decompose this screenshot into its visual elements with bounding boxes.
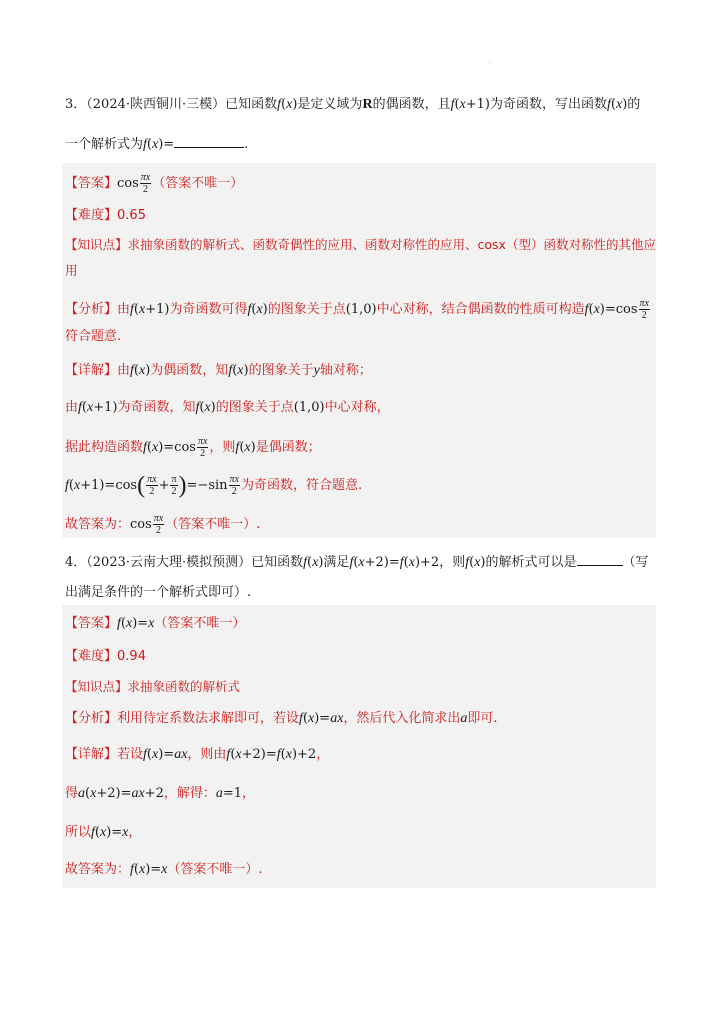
q4-final: 故答案为：f(x)=x（答案不唯一）.	[65, 862, 263, 877]
q3-analysis-cont: 符合题意.	[65, 329, 122, 344]
speck	[489, 62, 490, 63]
q4-difficulty: 【难度】0.94	[65, 649, 146, 664]
q4-answer-blank	[577, 553, 623, 566]
q3-number: 3．	[65, 97, 87, 112]
q3-answer: 【答案】cos $\frac{\pi x}{2}$ （答案不唯一）	[65, 172, 244, 195]
q3-answer-blank	[174, 135, 244, 148]
q4-detail-3: 所以f(x)=x，	[65, 825, 142, 840]
q4-knowledge: 【知识点】求抽象函数的解析式	[65, 679, 241, 694]
q3-knowledge-cont: 用	[65, 263, 78, 278]
q3-knowledge: 【知识点】求抽象函数的解析式、函数奇偶性的应用、函数对称性的应用、cosx（型）函数对称性的其他应	[65, 237, 656, 252]
q3-detail-2: 由f(x+1)为奇函数，知f(x)的图象关于点(1,0)中心对称，	[65, 400, 390, 415]
q4-stem-line1: 4．（2023·云南大理·模拟预测）已知函数f(x)满足f(x+2)=f(x)+2，则f(x)的解析式可以是 （写	[65, 555, 649, 570]
q4-source: （2023·云南大理·模拟预测）	[86, 555, 252, 570]
q4-detail-1: 【详解】若设f(x)=ax，则由f(x+2)=f(x)+2，	[65, 747, 330, 762]
q3-difficulty: 【难度】0.65	[65, 208, 146, 223]
q3-stem-line1: 3．（2024·陕西铜川·三模）已知函数f(x)是定义域为R的偶函数，且f(x+1)为奇函数，写出函数f(x)的	[65, 97, 641, 112]
q3-final: 故答案为：cos $\frac{\pi x}{2}$ （答案不唯一）.	[65, 513, 261, 536]
q3-analysis: 【分析】由f(x+1)为奇函数可得f(x)的图象关于点(1,0)中心对称，结合偶函数的性质可构造f(x)=cos $\frac{\pi x}{2}$	[65, 298, 649, 321]
q4-stem-line2: 出满足条件的一个解析式即可）.	[65, 585, 252, 600]
q4-number: 4．	[65, 555, 87, 570]
q3-detail-4: f(x+1)=cos( $\frac{\pi x}{2}$ + $\frac{\pi}{2}$ )=−sin $\frac{\pi x}{2}$ 为奇函数，符合题意.	[65, 472, 363, 499]
q3-stem-line2: 一个解析式为f(x)= .	[65, 137, 249, 152]
q4-analysis: 【分析】利用待定系数法求解即可，若设f(x)=ax，然后代入化简求出a即可.	[65, 711, 498, 726]
q3-detail-1: 【详解】由f(x)为偶函数，知f(x)的图象关于y轴对称；	[65, 363, 372, 378]
q3-source: （2024·陕西铜川·三模）	[86, 97, 226, 112]
q4-answer: 【答案】f(x)=x（答案不唯一）	[65, 616, 246, 631]
q4-detail-2: 得a(x+2)=ax+2，解得：a=1，	[65, 786, 256, 801]
q3-detail-3: 据此构造函数f(x)=cos $\frac{\pi x}{2}$ ，则f(x)是偶函数；	[65, 436, 321, 459]
